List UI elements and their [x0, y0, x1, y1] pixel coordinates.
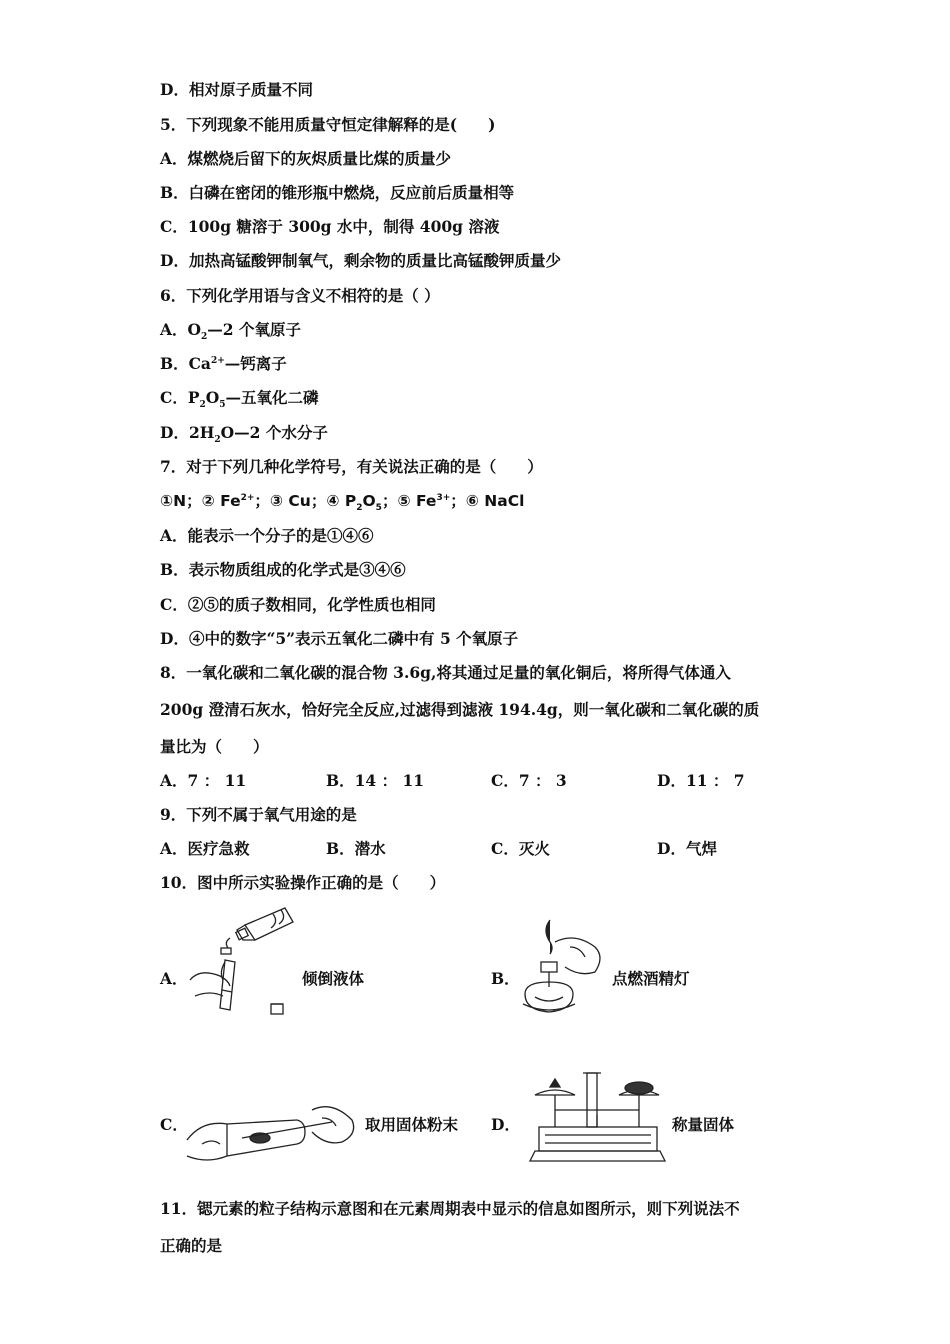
- q7-option-b: B．表示物质组成的化学式是③④⑥: [160, 560, 406, 579]
- q5-stem: 5．下列现象不能用质量守恒定律解释的是( ): [160, 115, 496, 134]
- balance-scale-figure: [525, 1065, 670, 1165]
- q5-option-a: A．煤燃烧后留下的灰烬质量比煤的质量少: [160, 149, 452, 168]
- q10-option-a-label: A．: [160, 969, 188, 988]
- q8-option-d: D．11 ： 7: [657, 771, 745, 790]
- q11-stem-2: 正确的是: [160, 1236, 223, 1255]
- pouring-liquid-figure: [185, 900, 300, 1020]
- q10-stem: 10．图中所示实验操作正确的是（ ）: [160, 873, 446, 892]
- q6-option-a: A．$O_2—2$ 个氧原子: [160, 320, 301, 343]
- q9-option-d: D．气焊: [657, 839, 717, 858]
- q8-stem-3: 量比为（ ）: [160, 737, 269, 756]
- q9-option-b: B．潜水: [326, 839, 386, 858]
- q5-option-c: C．100g 糖溶于 300g 水中，制得 400g 溶液: [160, 217, 500, 236]
- q6-option-c: C．$P_2O_5—$五氧化二磷: [160, 388, 319, 411]
- solid-powder-figure: [182, 1100, 362, 1170]
- q10-option-d-label: D．: [491, 1115, 520, 1134]
- alcohol-lamp-figure: [515, 912, 610, 1022]
- q10-option-c-caption: 取用固体粉末: [365, 1115, 459, 1134]
- q9-option-c: C．灭火: [491, 839, 550, 858]
- q9-stem: 9．下列不属于氧气用途的是: [160, 805, 357, 824]
- q10-option-a-caption: 倾倒液体: [302, 969, 365, 988]
- q8-stem-1: 8．一氧化碳和二氧化碳的混合物 3.6g,将其通过足量的氧化铜后，将所得气体通入: [160, 663, 731, 682]
- q9-option-a: A．医疗急救: [160, 839, 250, 858]
- q11-stem-1: 11．锶元素的粒子结构示意图和在元素周期表中显示的信息如图所示，则下列说法不: [160, 1199, 740, 1218]
- q8-option-b: B．14 ： 11: [326, 771, 425, 790]
- q6-option-d: D．$2H_2O—2$ 个水分子: [160, 423, 328, 446]
- q7-symbols: ①N；② $Fe^{2+}$；③ Cu；④ $P_2O_5$；⑤ $Fe^{3+}$；⑥ NaCl: [160, 492, 525, 514]
- q8-stem-2: 200g 澄清石灰水，恰好完全反应,过滤得到滤液 194.4g，则一氧化碳和二氧化碳的质: [160, 700, 760, 719]
- q10-option-c-label: C．: [160, 1115, 188, 1134]
- q6-stem: 6．下列化学用语与含义不相符的是（ ）: [160, 286, 440, 305]
- q8-option-a: A．7 ： 11: [160, 771, 247, 790]
- q7-option-c: C．②⑤的质子数相同，化学性质也相同: [160, 595, 436, 614]
- q6-option-b: B．$Ca^{2+}—$钙离子: [160, 354, 287, 373]
- q5-option-d: D．加热高锰酸钾制氧气，剩余物的质量比高锰酸钾质量少: [160, 251, 561, 270]
- q7-stem: 7．对于下列几种化学符号，有关说法正确的是（ ）: [160, 457, 543, 476]
- q4-option-d: D．相对原子质量不同: [160, 80, 313, 99]
- q10-option-b-label: B．: [491, 969, 520, 988]
- q7-option-d: D．④中的数字“5”表示五氧化二磷中有 5 个氧原子: [160, 629, 519, 648]
- q7-option-a: A．能表示一个分子的是①④⑥: [160, 526, 374, 545]
- q5-option-b: B．白磷在密闭的锥形瓶中燃烧，反应前后质量相等: [160, 183, 515, 202]
- q8-option-c: C．7 ： 3: [491, 771, 567, 790]
- q10-option-d-caption: 称量固体: [672, 1115, 735, 1134]
- q10-option-b-caption: 点燃酒精灯: [612, 969, 690, 988]
